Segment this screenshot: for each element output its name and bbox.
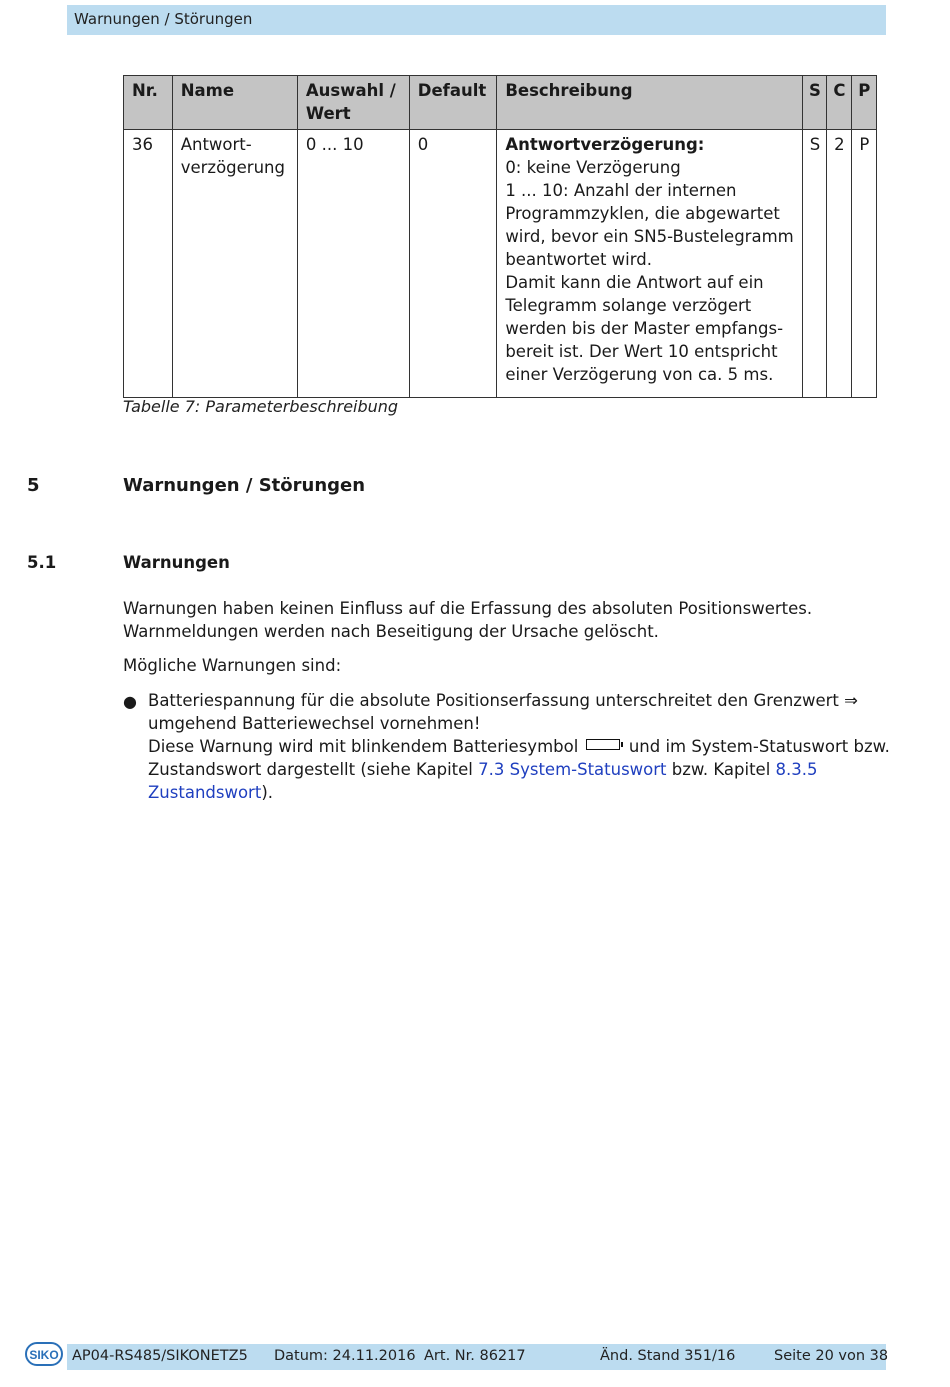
col-header-s: S — [802, 76, 826, 130]
cell-s: S — [802, 130, 826, 398]
paragraph-line: Warnmeldungen werden nach Beseitigung der Ursache gelöscht. — [123, 622, 659, 641]
col-header-c: C — [827, 76, 851, 130]
link-zustandswort-number[interactable]: 8.3.5 — [775, 760, 818, 779]
paragraph-line: Warnungen haben keinen Einfluss auf die Erfassung des absoluten Positionswertes. — [123, 599, 813, 618]
section-title: Warnungen / Störungen — [123, 475, 366, 496]
desc-title: Antwortverzögerung: — [505, 135, 705, 154]
cell-auswahl: 0 ... 10 — [297, 130, 409, 398]
header-title: Warnungen / Störungen — [74, 10, 253, 28]
bullet-icon: ● — [123, 692, 137, 711]
cell-name: Antwort- verzögerung — [172, 130, 297, 398]
table-header-row — [124, 76, 877, 130]
bullet-item: Batteriespannung für die absolute Positionserfassung unterschreitet den Grenzwert ⇒ umgehend Batteriewechsel vornehmen! Diese Warnung wird mit blinkendem Batteriesymbol und im System-Statuswort bzw. Zustandswort dargestellt (siehe Kapitel 7.3 System-Statuswort bzw. Kapitel 8.3.5 Zustandswort). — [148, 691, 890, 802]
cell-nr: 36 — [124, 130, 173, 398]
cell-beschreibung: Antwortverzögerung: 0: keine Verzögerung 1 ... 10: Anzahl der internen Programmzyklen, die abgewartet wird, bevor ein SN5-Bustelegramm beantwortet wird. Damit kann die Antwort auf ein Telegramm solange verzögert werden bis der Master empfangs- bereit ist. Der Wert 10 entspricht einer Verzögerung von ca. 5 ms. — [497, 130, 802, 398]
subsection-title: Warnungen — [123, 553, 230, 572]
section-number: 5 — [27, 475, 40, 496]
footer-doc: AP04-RS485/SIKONETZ5 — [72, 1348, 248, 1364]
link-system-statuswort[interactable]: 7.3 System-Statuswort — [478, 760, 667, 779]
table-caption: Tabelle 7: Parameterbeschreibung — [123, 397, 399, 416]
footer-date: Datum: 24.11.2016 — [274, 1348, 416, 1364]
col-header-default: Default — [409, 76, 497, 130]
battery-icon — [586, 739, 620, 750]
paragraph-intro: Mögliche Warnungen sind: — [123, 656, 342, 675]
siko-logo — [25, 1340, 63, 1368]
col-header-p: P — [851, 76, 876, 130]
page-header — [67, 5, 886, 35]
cell-c: 2 — [827, 130, 851, 398]
col-header-auswahl: Auswahl / Wert — [297, 76, 409, 130]
cell-default: 0 — [409, 130, 497, 398]
cell-p: P — [851, 130, 876, 398]
subsection-number: 5.1 — [27, 553, 57, 572]
footer-art-nr: Art. Nr. 86217 — [424, 1348, 526, 1364]
footer-page: Seite 20 von 38 — [774, 1348, 889, 1364]
col-header-beschreibung: Beschreibung — [497, 76, 802, 130]
col-header-name: Name — [172, 76, 297, 130]
svg-text:SIKO: SIKO — [29, 1348, 59, 1362]
footer-stand: Änd. Stand 351/16 — [600, 1348, 736, 1364]
col-header-nr: Nr. — [124, 76, 173, 130]
link-zustandswort[interactable]: Zustandswort — [148, 783, 262, 802]
table-row — [124, 130, 877, 398]
parameter-table — [123, 75, 877, 398]
page-footer — [67, 1344, 889, 1370]
